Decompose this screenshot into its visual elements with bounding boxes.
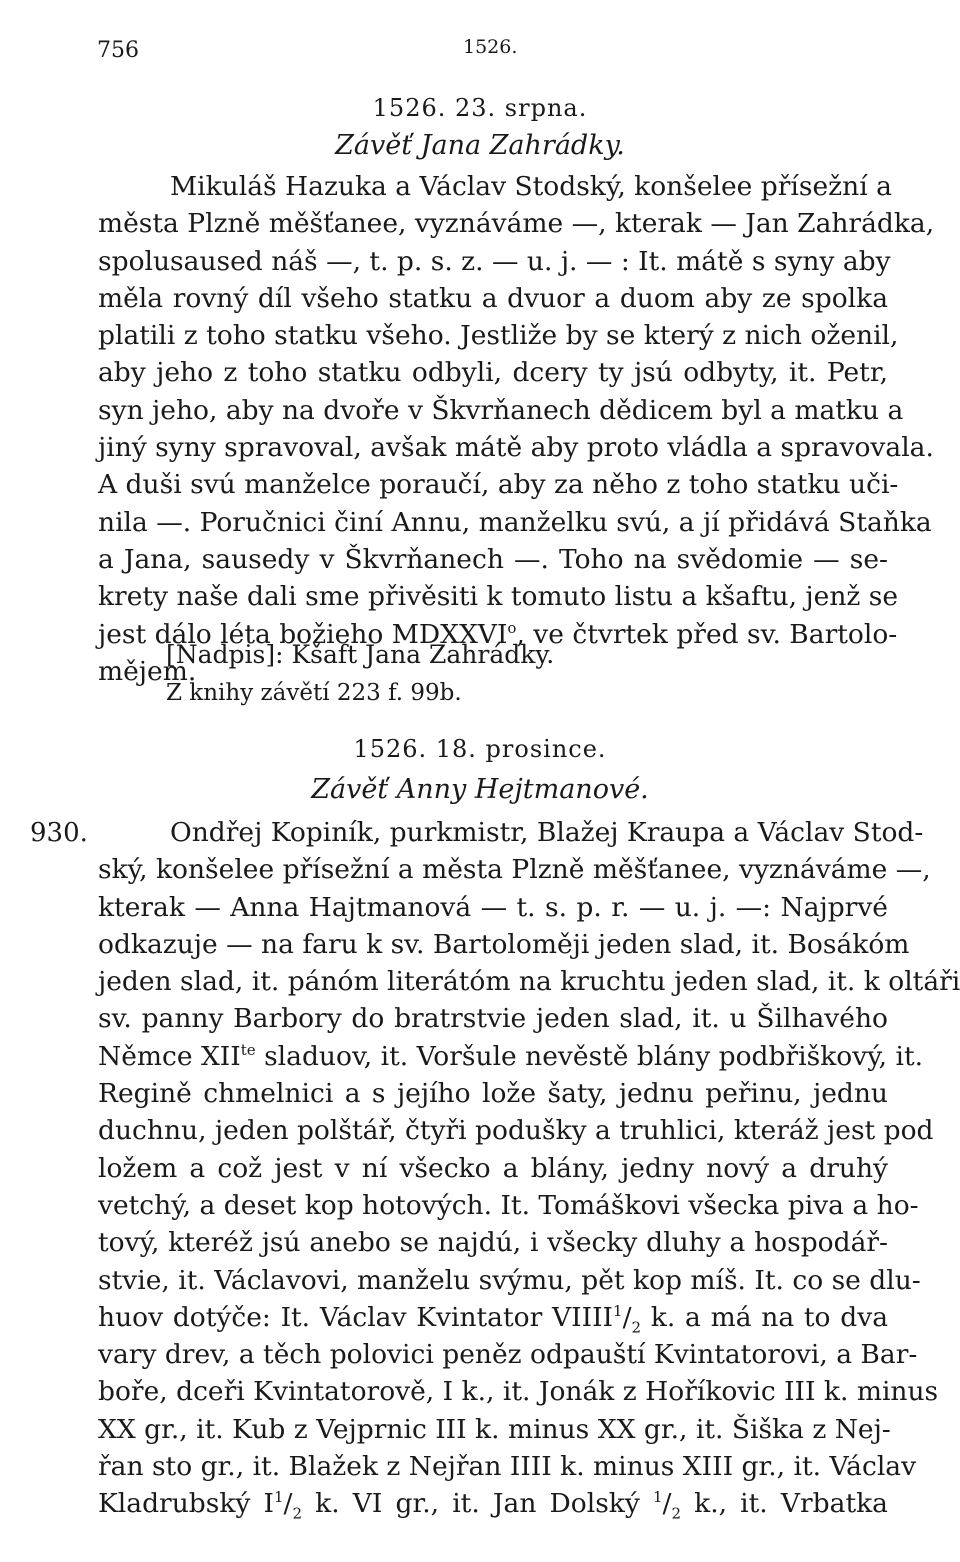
entry-1-line: aby jeho z toho statku odbyli, dcery ty jsú odbyty, it. Petr, — [98, 357, 888, 389]
page-number: 756 — [97, 38, 139, 63]
text-segment: jest dálo léta božieho MDXXVI — [98, 618, 508, 650]
entry-1-line: krety naše dali sme přivěsiti k tomuto listu a kšaftu, jenž se — [98, 581, 899, 613]
text-segment: k. a má na to dva — [641, 1301, 889, 1333]
entry-2-line-last: Kladrubský $I^1/_2$ k. VI gr., it. Jan Dolský $^1/_2$ k., it. Vrbatka — [98, 1488, 888, 1523]
superscript: te — [240, 1040, 256, 1059]
entry-1-line: nila —. Poručnici činí Annu, manželku svú, a jí přidává Staňka — [98, 506, 932, 538]
text-segment: k. VI gr., it. Jan Dolský — [315, 1488, 640, 1520]
entry-1-line: spolusaused náš —, t. p. s. z. — u. j. — : It. mátě s syny aby — [98, 245, 891, 277]
entry-2-line: ložem a což jest v ní všecko a blány, jedny nový a druhý — [98, 1152, 888, 1184]
entry-2-line: stvie, it. Václavovi, manželu svýmu, pět kop míš. It. co se dlu- — [98, 1264, 921, 1296]
entry-2-line-xiite — [98, 1038, 924, 1075]
entry-1-line: Mikuláš Hazuka a Václav Stodský, konšelee přísežní a — [170, 171, 892, 202]
entry-2-line: ský, konšelee přísežní a města Plzně měšťanee, vyznáváme —, — [98, 854, 931, 886]
entry-2-title: Závěť Anny Hejtmanové. — [311, 774, 649, 805]
entry-1-line: města Plzně měšťanee, vyznáváme —, kterak — Jan Zahrádka, — [98, 208, 935, 240]
fraction-numerator: 1 — [652, 1488, 663, 1507]
entry-1-line: A duši svú manželce poraučí, aby za něho z toho statku uči- — [98, 469, 899, 501]
fraction-numerator: 1 — [273, 1488, 284, 1507]
text-segment: Němce XII — [98, 1040, 241, 1072]
entry-1-line: mějem. — [98, 655, 197, 687]
entry-2-line: Ondřej Kopiník, purkmistr, Blažej Kraupa a Václav Stod- — [170, 817, 924, 848]
fraction-denominator: 2 — [292, 1504, 302, 1523]
text-segment: k., it. Vrbatka — [694, 1488, 888, 1520]
entry-2-line: duchnu, jeden polštář, čtyři podušky a truhlici, kteráž jest pod — [98, 1115, 934, 1147]
entry-1-line: jiný syny spravoval, avšak mátě aby proto vládla a spravovala. — [98, 432, 934, 464]
entry-1-line: syn jeho, aby na dvoře v Škvrňanech dědicem byl a matku a — [98, 394, 904, 426]
entry-1-source: Z knihy závětí 223 f. 99b. — [166, 680, 462, 706]
entry-1-date: 1526. 23. srpna. — [372, 94, 588, 122]
entry-2-date: 1526. 18. prosince. — [353, 735, 607, 763]
entry-2-line: odkazuje — na faru k sv. Bartoloměji jeden slad, it. Bosákóm — [98, 928, 910, 960]
entry-2-line: řan sto gr., it. Blažek z Nejřan IIII k. minus XIII gr., it. Václav — [98, 1451, 917, 1483]
superscript: o — [507, 618, 517, 637]
entry-1-body — [98, 168, 935, 690]
text-segment: sladuov, it. Voršule nevěstě blány podbřiškový, it. — [255, 1040, 924, 1072]
entry-2-line: vetchý, a deset kop hotových. It. Tomáškovi všecka piva a ho- — [98, 1189, 919, 1221]
entry-1-line: měla rovný díl všeho statku a dvuor a duom aby ze spolka — [98, 282, 888, 314]
entry-2-line: vary drev, a těch polovici peněz odpauští Kvintatorovi, a Bar- — [98, 1339, 918, 1371]
entry-2-line: boře, dceři Kvintatorově, I k., it. Jonák z Hoříkovic III k. minus — [98, 1376, 939, 1408]
entry-2-line: Regině chmelnici a s jejího lože šaty, jednu peřinu, jednu — [98, 1078, 888, 1110]
text-segment: huov dotýče: It. Václav Kvintator VIIII — [98, 1301, 614, 1333]
text-segment: Kladrubský I — [98, 1488, 274, 1520]
fraction-denominator: 2 — [671, 1504, 681, 1523]
entry-1-line: a Jana, sausedy v Škvrňanech —. Toho na svědomie — se- — [98, 543, 888, 575]
entry-1-title: Závěť Jana Zahrádky. — [335, 130, 625, 161]
entry-2-body — [98, 814, 960, 1523]
fraction-numerator: 1 — [613, 1302, 623, 1321]
entry-2-line: tový, kteréž jsú anebo se najdú, i všecky dluhy a hospodář- — [98, 1227, 888, 1259]
entry-number: 930. — [30, 818, 88, 848]
entry-1-inscription: [Nadpis]: Kšaft Jana Zahrádky. — [166, 640, 555, 669]
entry-2-line: kterak — Anna Hajtmanová — t. s. p. r. — u. j. —: Najprvé — [98, 891, 888, 923]
entry-2-line: XX gr., it. Kub z Vejprnic III k. minus XX gr., it. Šiška z Nej- — [98, 1413, 891, 1445]
entry-2-line: jeden slad, it. pánóm literátóm na kruchtu jeden slad, it. k oltáři — [98, 966, 960, 998]
running-header-year: 1526. — [463, 36, 518, 58]
entry-2-line: sv. panny Barbory do bratrstvie jeden slad, it. u Šilhavého — [98, 1003, 888, 1035]
entry-2-line-fraction: huov dotýče: It. Václav Kvintator $VIIII^1/_2$ k. a má na to dva — [98, 1301, 889, 1337]
text-segment: , ve čtvrtek před sv. Bartolo- — [516, 618, 898, 650]
fraction-denominator: 2 — [631, 1318, 642, 1337]
entry-1-line: platili z toho statku všeho. Jestliže by se který z nich oženil, — [98, 320, 899, 352]
